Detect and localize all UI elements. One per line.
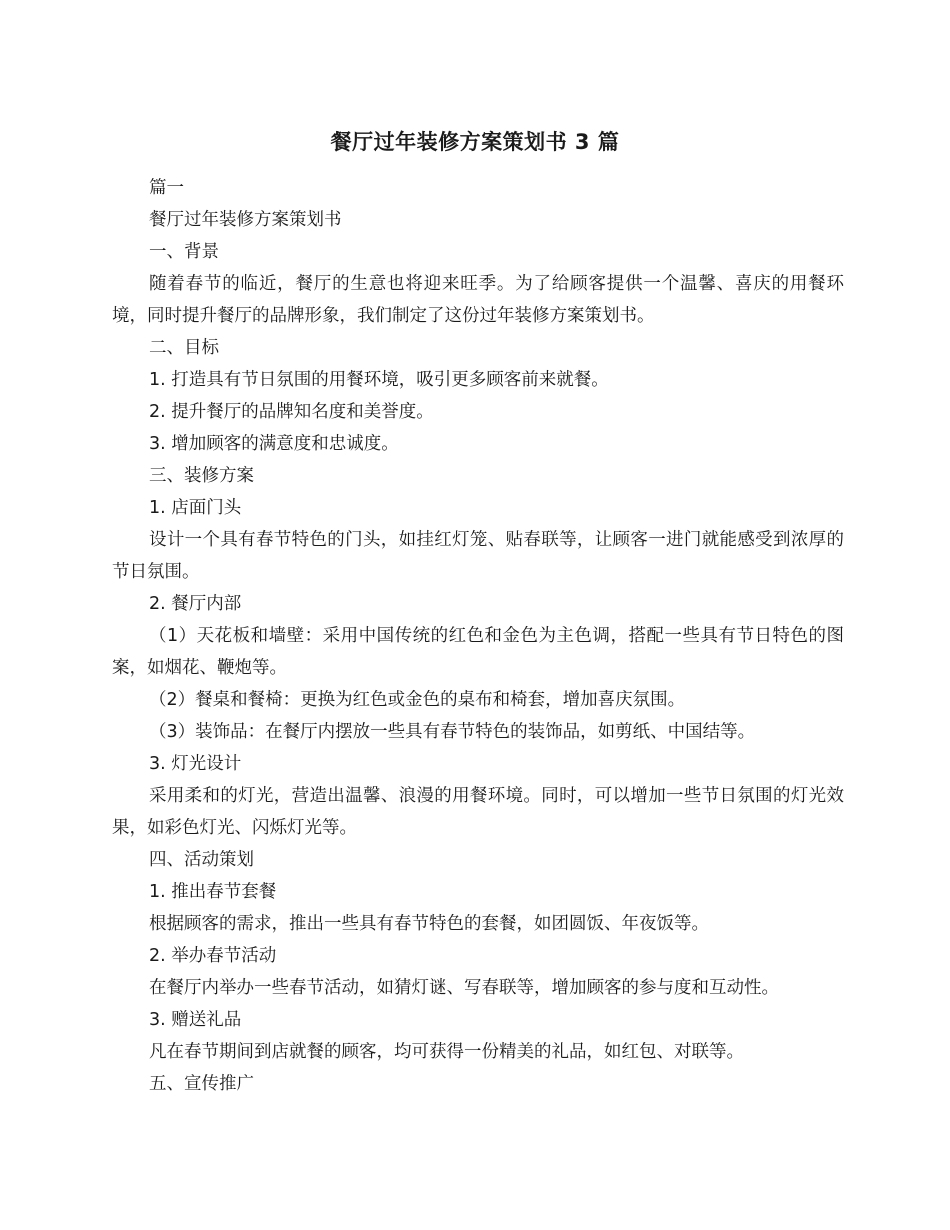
- paragraph-lighting: 采用柔和的灯光，营造出温馨、浪漫的用餐环境。同时，可以增加一些节日氛围的灯光效果，如彩色灯光、闪烁灯光等。: [112, 786, 844, 838]
- subheading-set-meal: 1. 推出春节套餐: [149, 882, 277, 902]
- goal-item: 2. 提升餐厅的品牌知名度和美誉度。: [149, 402, 434, 422]
- heading-goals: 二、目标: [149, 338, 219, 358]
- heading-decoration-plan: 三、装修方案: [149, 466, 254, 486]
- subheading-lighting: 3. 灯光设计: [149, 754, 242, 774]
- heading-activities: 四、活动策划: [149, 850, 254, 870]
- subtitle: 餐厅过年装修方案策划书: [149, 210, 342, 230]
- subheading-events: 2. 举办春节活动: [149, 946, 277, 966]
- interior-item: （2）餐桌和餐椅：更换为红色或金色的桌布和椅套，增加喜庆氛围。: [149, 690, 686, 710]
- subheading-interior: 2. 餐厅内部: [149, 594, 242, 614]
- paragraph-events: 在餐厅内举办一些春节活动，如猜灯谜、写春联等，增加顾客的参与度和互动性。: [149, 978, 779, 998]
- goal-item: 3. 增加顾客的满意度和忠诚度。: [149, 434, 399, 454]
- paragraph-storefront: 设计一个具有春节特色的门头，如挂红灯笼、贴春联等，让顾客一进门就能感受到浓厚的节日氛围。: [112, 530, 844, 582]
- heading-promotion: 五、宣传推广: [149, 1074, 254, 1094]
- interior-item: （3）装饰品：在餐厅内摆放一些具有春节特色的装饰品，如剪纸、中国结等。: [149, 722, 756, 742]
- paragraph-background: 随着春节的临近，餐厅的生意也将迎来旺季。为了给顾客提供一个温馨、喜庆的用餐环境，同时提升餐厅的品牌形象，我们制定了这份过年装修方案策划书。: [112, 274, 844, 326]
- interior-item: （1）天花板和墙壁：采用中国传统的红色和金色为主色调，搭配一些具有节日特色的图案，如烟花、鞭炮等。: [112, 626, 844, 678]
- paragraph-set-meal: 根据顾客的需求，推出一些具有春节特色的套餐，如团圆饭、年夜饭等。: [149, 914, 709, 934]
- goal-item: 1. 打造具有节日氛围的用餐环境，吸引更多顾客前来就餐。: [149, 370, 609, 390]
- subheading-gifts: 3. 赠送礼品: [149, 1010, 242, 1030]
- subheading-storefront: 1. 店面门头: [149, 498, 242, 518]
- document-title: 餐厅过年装修方案策划书 3 篇: [330, 130, 620, 154]
- paragraph-gifts: 凡在春节期间到店就餐的顾客，均可获得一份精美的礼品，如红包、对联等。: [149, 1042, 744, 1062]
- heading-background: 一、背景: [149, 242, 219, 262]
- section-label: 篇一: [149, 178, 184, 198]
- document-body: [112, 172, 844, 1100]
